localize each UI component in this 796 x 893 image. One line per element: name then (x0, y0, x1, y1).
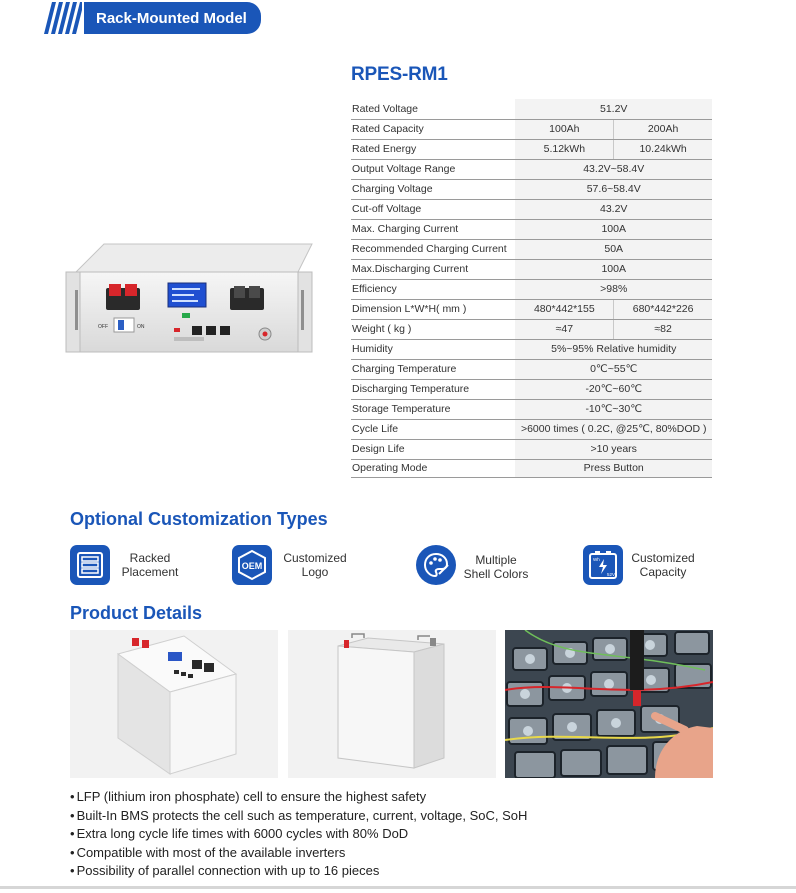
spec-table (351, 99, 712, 478)
capacity-badge-top: Wh (593, 557, 600, 562)
spec-label: Operating Mode (351, 459, 515, 477)
customization-title: Optional Customization Types (70, 509, 328, 529)
spec-value: ≈47 (515, 319, 613, 339)
spec-row (351, 459, 712, 477)
spec-label: Design Life (351, 439, 515, 459)
header-stripes-decoration (44, 2, 82, 34)
feature-bullet: • Possibility of parallel connection with up to 16 pieces (70, 862, 527, 881)
spec-row (351, 439, 712, 459)
spec-label: Humidity (351, 339, 515, 359)
spec-value: 480*442*155 (515, 299, 613, 319)
spec-row (351, 219, 712, 239)
spec-label: Max.Discharging Current (351, 259, 515, 279)
customization-label-line1: Racked (129, 551, 171, 565)
customization-label-line2: Placement (121, 565, 179, 579)
spec-value: -10℃~30℃ (515, 399, 712, 419)
customization-label-line2: Logo (301, 565, 329, 579)
spec-row (351, 99, 712, 119)
spec-label: Rated Voltage (351, 99, 515, 119)
spec-value: 57.6~58.4V (515, 179, 712, 199)
customization-label-line1: Customized (631, 551, 695, 565)
spec-value: 680*442*226 (614, 299, 712, 319)
palette-icon (416, 545, 456, 585)
spec-label: Weight ( kg ) (351, 319, 515, 339)
spec-row (351, 359, 712, 379)
customization-item-rack (70, 544, 182, 586)
spec-row (351, 319, 712, 339)
customization-item-logo (232, 544, 350, 586)
spec-value: 100A (515, 259, 712, 279)
model-title: RPES-RM1 (351, 64, 448, 85)
spec-label: Dimension L*W*H( mm ) (351, 299, 515, 319)
spec-value: 100A (515, 219, 712, 239)
feature-bullet: • Compatible with most of the available inverters (70, 844, 527, 863)
spec-value: 10.24kWh (614, 139, 712, 159)
spec-row (351, 419, 712, 439)
spec-value: 5.12kWh (515, 139, 613, 159)
spec-row (351, 299, 712, 319)
section-header (44, 2, 261, 34)
rack-battery-image (62, 242, 314, 354)
spec-value: 50A (515, 239, 712, 259)
spec-value: 5%~95% Relative humidity (515, 339, 712, 359)
switch-off-label: OFF (98, 324, 108, 330)
spec-value: Press Button (515, 459, 712, 477)
spec-label: Rated Energy (351, 139, 515, 159)
spec-row (351, 119, 712, 139)
customization-label-line2: Capacity (639, 565, 687, 579)
spec-row (351, 139, 712, 159)
oem-badge-text: OEM (241, 561, 263, 571)
spec-value: 0℃~55℃ (515, 359, 712, 379)
spec-label: Cycle Life (351, 419, 515, 439)
header-title: Rack-Mounted Model (84, 2, 261, 34)
customization-label-line1: Customized (283, 551, 347, 565)
switch-on-label: ON (137, 324, 145, 330)
capacity-badge-bottom: 52V (607, 572, 616, 577)
product-detail-image-cells (505, 630, 713, 778)
spec-label: Rated Capacity (351, 119, 515, 139)
spec-row (351, 239, 712, 259)
product-detail-image-front (70, 630, 278, 778)
spec-value: 43.2V~58.4V (515, 159, 712, 179)
spec-label: Charging Temperature (351, 359, 515, 379)
spec-value: ≈82 (614, 319, 712, 339)
customization-label-line2: Shell Colors (463, 567, 529, 581)
spec-value: 43.2V (515, 199, 712, 219)
spec-value: 51.2V (515, 99, 712, 119)
spec-row (351, 399, 712, 419)
spec-label: Max. Charging Current (351, 219, 515, 239)
spec-label: Discharging Temperature (351, 379, 515, 399)
spec-label: Storage Temperature (351, 399, 515, 419)
spec-row (351, 179, 712, 199)
spec-row (351, 339, 712, 359)
spec-value: >98% (515, 279, 712, 299)
battery-capacity-icon (583, 545, 623, 585)
details-title: Product Details (70, 603, 203, 623)
feature-bullet: • Extra long cycle life times with 6000 cycles with 80% DoD (70, 825, 527, 844)
feature-bullet: • Built-In BMS protects the cell such as temperature, current, voltage, SoC, SoH (70, 807, 527, 826)
spec-value: >6000 times ( 0.2C, @25℃, 80%DOD ) (515, 419, 712, 439)
oem-logo-icon (232, 545, 272, 585)
spec-value: 100Ah (515, 119, 613, 139)
spec-row (351, 199, 712, 219)
feature-list (70, 788, 527, 881)
spec-value: -20℃~60℃ (515, 379, 712, 399)
spec-label: Cut-off Voltage (351, 199, 515, 219)
spec-label: Recommended Charging Current (351, 239, 515, 259)
rack-placement-icon (70, 545, 110, 585)
bottom-divider (0, 886, 796, 889)
customization-label-line1: Multiple (475, 553, 517, 567)
customization-item-capacity (583, 544, 697, 586)
spec-label: Charging Voltage (351, 179, 515, 199)
spec-label: Output Voltage Range (351, 159, 515, 179)
spec-row (351, 279, 712, 299)
spec-value: 200Ah (614, 119, 712, 139)
product-detail-image-side (288, 630, 496, 778)
customization-item-colors (416, 544, 530, 586)
spec-row (351, 159, 712, 179)
spec-row (351, 379, 712, 399)
spec-value: >10 years (515, 439, 712, 459)
spec-row (351, 259, 712, 279)
spec-label: Efficiency (351, 279, 515, 299)
feature-bullet: • LFP (lithium iron phosphate) cell to ensure the highest safety (70, 788, 527, 807)
